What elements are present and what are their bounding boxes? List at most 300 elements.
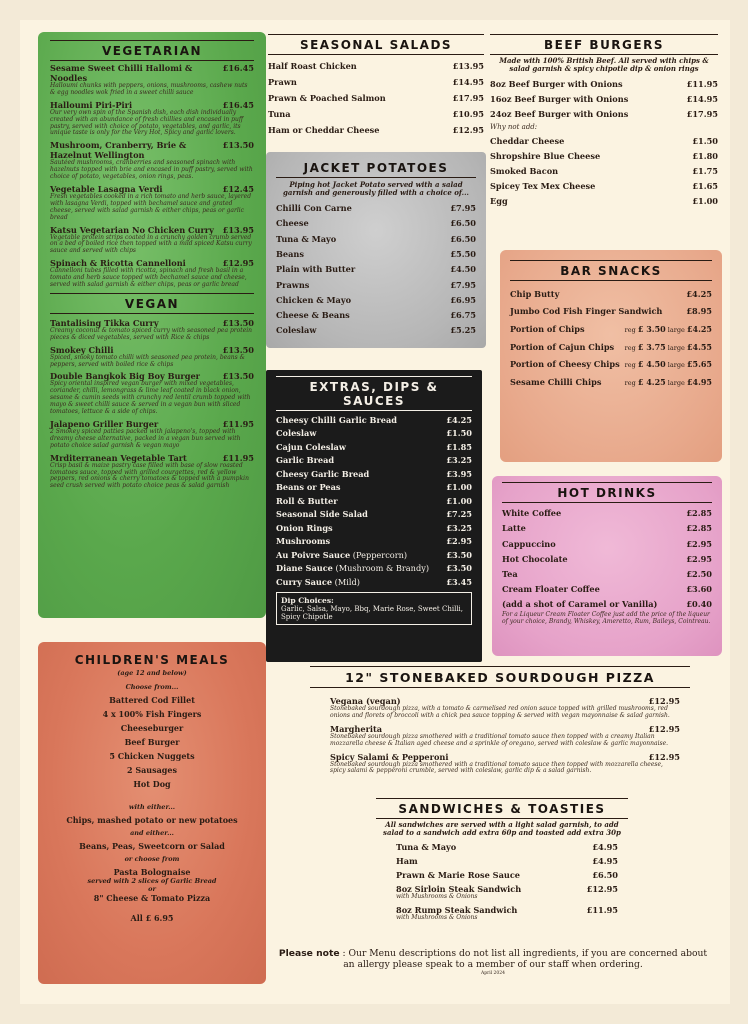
large-price: £4.95	[686, 377, 712, 388]
item-name-sub: (Mild)	[332, 576, 360, 587]
item-name-text: Cheese	[276, 218, 309, 229]
item-name-text: Cajun Coleslaw	[276, 441, 346, 452]
menu-item	[276, 415, 472, 425]
item-name	[276, 496, 338, 506]
item-price: £3.50	[446, 549, 472, 560]
item-description: 2 Smokey spiced patties packed with jalapeno's, topped with dreamy cheese alternative, packed in a vegan bun served with potato choice salad garnish & vegan mayo	[50, 427, 241, 449]
item-description: Stonebaked sourdough pizza smothered with a traditional tomato sauce then topped with mozzarella cheese, spicy salami & pepperoni crumble, served with coleslaw, garlic dip & a salad garnish.	[330, 760, 663, 775]
item-name	[268, 109, 291, 119]
item-name	[502, 539, 556, 549]
snacks-heading: BAR SNACKS	[510, 260, 712, 281]
menu-item	[268, 93, 484, 103]
item-price: £13.95	[222, 224, 254, 235]
item-price: £3.25	[446, 522, 472, 533]
burger-addons-list	[490, 136, 718, 206]
item-price: £17.95	[686, 108, 718, 119]
item-name-text: Beans	[276, 248, 304, 259]
menu-date: April 2024	[480, 971, 506, 976]
item-name-text: Shropshire Blue Cheese	[490, 150, 601, 161]
item-name	[276, 523, 333, 533]
item-name	[276, 577, 360, 587]
menu-item	[276, 280, 476, 290]
menu-item	[490, 166, 718, 176]
and-either: and either...	[130, 829, 174, 837]
item-name-text: Cheesy Garlic Bread	[276, 468, 370, 479]
item-name-text: Chicken & Mayo	[276, 294, 352, 305]
menu-item	[502, 599, 712, 609]
menu-item	[276, 523, 472, 533]
menu-item	[276, 563, 472, 573]
item-description: Stonebaked sourdough pizza smothered with a traditional tomato sauce then topped with a creamy Italian mozzarella cheese & Italian aged cheese and a sprinkle of oregano, served with coleslaw & garlic mayonnaise.	[330, 732, 669, 747]
menu-item	[50, 140, 254, 160]
large-price: £4.55	[686, 341, 712, 352]
item-name-text: Plain with Butter	[276, 264, 356, 275]
pizza-list	[280, 688, 720, 775]
menu-item	[502, 554, 712, 564]
item-name-text: Au Poivre Sauce	[276, 549, 351, 560]
reg-price: £ 3.75	[637, 341, 666, 352]
item-sizes	[625, 359, 712, 369]
item-description: Vegetable protein strips coated in a crunchy golden crumb served on a bed of boiled rice then topped with a mild spiced Katsu curry sauce and served with chips	[50, 233, 252, 255]
item-name-text: Katsu Vegetarian No Chicken Curry	[50, 224, 214, 235]
large-price: £4.25	[686, 324, 712, 335]
item-name-text: Cream Floater Coffee	[502, 584, 600, 595]
menu-item	[490, 136, 718, 146]
item-name	[490, 109, 628, 119]
item-name	[276, 428, 316, 438]
item-name	[396, 870, 520, 880]
item-name	[276, 536, 330, 546]
item-price: £12.95	[648, 696, 680, 706]
item-name-text: 24oz Beef Burger with Onions	[490, 108, 629, 119]
item-name: Portion of Cheesy Chips	[510, 359, 620, 370]
salads-list	[268, 61, 484, 135]
menu-item	[490, 196, 718, 206]
extras-heading: EXTRAS, DIPS & SAUCES	[276, 376, 472, 411]
item-price: £12.95	[452, 125, 484, 135]
item-description: Sautéed mushrooms, cranberries and seasoned spinach with hazelnuts topped with brie and encased in puff pastry, served with choice of potato, vegetables, onion rings, peas.	[50, 159, 253, 181]
item-name-text: (add a shot of Caramel or Vanilla)	[502, 599, 658, 610]
menu-item	[396, 870, 618, 880]
menu-item	[276, 234, 476, 244]
pizza-heading: 12" STONEBAKED SOURDOUGH PIZZA	[310, 666, 690, 688]
jacket-potatoes-panel	[266, 152, 486, 348]
item-name	[510, 289, 559, 299]
item-name-text: Garlic Bread	[276, 455, 335, 465]
item-price: £8.95	[686, 306, 712, 317]
item-name-text: Cheesy Chilli Garlic Bread	[276, 414, 398, 425]
item-price: £1.00	[446, 482, 472, 492]
seasonal-salads-section	[268, 34, 484, 135]
menu-item	[502, 584, 712, 594]
reg-price: £ 4.25	[637, 377, 666, 388]
item-name-text: Egg	[490, 195, 508, 206]
item-name	[490, 151, 600, 161]
childrens-or: or	[148, 885, 156, 893]
menu-item	[276, 496, 472, 506]
snacks-list	[510, 289, 712, 387]
item-price: £6.75	[450, 310, 476, 321]
item-name	[502, 554, 568, 564]
item-name-text: Chilli Con Carne	[276, 203, 352, 214]
dip-title: Dip Choices:	[281, 595, 334, 605]
item-name: Sesame Chilli Chips	[510, 377, 602, 388]
item-name-text: Vegana (vegan)	[330, 696, 401, 706]
menu-item	[276, 428, 472, 438]
item-name-text: Prawn & Marie Rose Sauce	[396, 869, 521, 880]
item-price: £11.95	[222, 452, 254, 463]
menu-item	[276, 469, 472, 479]
item-name	[276, 295, 351, 305]
vegetarian-list	[50, 63, 254, 289]
item-description: with Mushrooms & Onions	[396, 892, 478, 900]
item-name	[396, 842, 456, 852]
menu-item	[268, 125, 484, 135]
menu-item	[396, 842, 618, 852]
item-name	[510, 306, 662, 316]
childrens-item: Cheeseburger	[120, 723, 184, 733]
item-name-text: Ham or Cheddar Cheese	[268, 125, 380, 135]
menu-item	[276, 455, 472, 465]
sandwiches-section	[376, 798, 628, 922]
drinks-list	[502, 508, 712, 609]
childrens-item: Battered Cod Fillet	[109, 695, 195, 705]
menu-item	[276, 577, 472, 587]
item-name-sub: (Mushroom & Brandy)	[332, 563, 430, 573]
item-name	[276, 482, 341, 492]
drinks-note: For a Liqueur Cream Floater Coffee just add the price of the liqueur of your choice, Brandy, Whiskey, Ameretto, Rum, Baileys, Cointreau.	[502, 611, 711, 626]
item-name-text: Tea	[502, 568, 518, 579]
item-name-text: Prawns	[276, 279, 310, 290]
vegan-list	[50, 318, 254, 490]
large-label: large	[667, 361, 685, 370]
menu-item	[276, 482, 472, 492]
item-price: £4.25	[446, 414, 472, 425]
jacket-list	[276, 203, 476, 335]
allergy-notice	[278, 948, 708, 976]
item-name	[490, 94, 628, 104]
item-price: £2.50	[686, 568, 712, 579]
reg-label: reg	[624, 379, 636, 388]
item-name-text: Mrditerranean Vegetable Tart	[50, 452, 187, 463]
menu-page	[20, 20, 730, 1004]
menu-item	[396, 856, 618, 866]
item-name	[276, 203, 352, 213]
item-name-sub: (Peppercorn)	[350, 549, 408, 560]
item-price: £6.50	[450, 233, 476, 244]
item-price: £1.50	[692, 135, 718, 146]
salads-heading: SEASONAL SALADS	[268, 34, 484, 55]
extras-dips-sauces-panel	[266, 370, 482, 662]
menu-item	[502, 523, 712, 533]
or-choose-from: or choose from	[124, 855, 180, 863]
item-name-text: Onion Rings	[276, 522, 333, 533]
item-name	[268, 93, 386, 103]
item-description: Spicy oriental inspired vegan burger with mixed vegetables, coriander, chilli, lemongrass & lime leaf coated in black onion, sesame & cumin seeds with crunchy red lentil crumb topped with mayo & sweet chilli sauce & served in a vegan bun with sliced tomatoes, lettuce & a side of chips.	[50, 380, 251, 416]
item-name	[276, 550, 407, 560]
menu-item	[510, 306, 712, 316]
burgers-heading: BEEF BURGERS	[490, 34, 718, 55]
item-sizes	[625, 377, 712, 387]
item-name	[396, 856, 418, 866]
item-name-text: Coleslaw	[276, 428, 317, 438]
item-name-text: Half Roast Chicken	[268, 61, 357, 71]
item-description: Creamy coconut & tomato spiced curry with seasoned pea protein pieces & diced vegetables, served with Rice & chips	[50, 326, 253, 341]
large-label: large	[667, 379, 685, 388]
item-name-text: Curry Sauce	[276, 576, 333, 587]
item-name-text: Tuna	[268, 109, 291, 119]
extras-list	[276, 415, 472, 587]
item-price: £1.65	[692, 180, 718, 191]
reg-price: £ 4.50	[637, 359, 666, 370]
item-price: £2.95	[686, 553, 712, 564]
childrens-item: 2 Sausages	[126, 765, 177, 775]
sandwiches-heading: SANDWICHES & TOASTIES	[376, 798, 628, 819]
item-price: £2.95	[446, 536, 472, 546]
item-name-text: Margherita	[330, 723, 383, 734]
item-price: £7.25	[446, 509, 472, 519]
item-name	[276, 563, 429, 573]
item-name	[50, 140, 223, 160]
item-price: £2.95	[686, 538, 712, 549]
reg-label: reg	[624, 326, 636, 335]
item-price: £2.85	[686, 508, 712, 519]
item-name	[502, 569, 518, 579]
menu-item	[276, 264, 476, 274]
reg-label: reg	[624, 343, 636, 352]
item-price: £14.95	[686, 93, 718, 104]
allergy-lead: Please note	[278, 948, 340, 959]
item-sizes	[625, 324, 712, 334]
item-name-text: Chip Butty	[510, 288, 560, 299]
item-price: £12.95	[648, 723, 680, 734]
item-name-text: Smoked Bacon	[490, 165, 559, 176]
menu-item	[276, 550, 472, 560]
childrens-age: (age 12 and below)	[117, 669, 187, 677]
menu-item	[490, 79, 718, 89]
item-price: £14.95	[452, 77, 484, 87]
item-name-text: Coleslaw	[276, 325, 317, 336]
item-name-text: Latte	[502, 523, 526, 534]
item-sizes	[625, 342, 712, 352]
item-name-text: 16oz Beef Burger with Onions	[490, 93, 629, 104]
childrens-item: 4 x 100% Fish Fingers	[102, 709, 202, 719]
item-name-text: Spicey Tex Mex Cheese	[490, 180, 596, 191]
menu-item	[268, 77, 484, 87]
item-price: £1.00	[692, 195, 718, 206]
item-price: £5.25	[450, 325, 476, 336]
item-price: £4.95	[592, 855, 618, 866]
childrens-meals-panel	[38, 642, 266, 984]
item-name	[490, 196, 508, 206]
item-price: £3.25	[446, 455, 472, 465]
childrens-sides-2: Beans, Peas, Sweetcorn or Salad	[79, 841, 225, 851]
item-name	[490, 136, 564, 146]
item-name	[276, 442, 346, 452]
item-name: Portion of Cajun Chips	[510, 341, 615, 352]
menu-item	[502, 569, 712, 579]
menu-item	[276, 203, 476, 213]
item-price: £4.50	[450, 264, 476, 275]
item-price: £13.50	[222, 317, 254, 328]
item-name-text: 8oz Beef Burger with Onions	[490, 78, 623, 89]
menu-item	[510, 324, 712, 334]
dip-list: Garlic, Salsa, Mayo, Bbq, Marie Rose, Sweet Chilli, Spicy Chipotle	[281, 604, 464, 621]
large-label: large	[667, 343, 685, 352]
item-name-text: 8oz Rump Steak Sandwich	[396, 904, 518, 915]
menu-item	[276, 509, 472, 519]
item-price: £3.60	[686, 584, 712, 595]
item-name	[268, 125, 379, 135]
item-price: £6.50	[450, 218, 476, 229]
childrens-sides-1: Chips, mashed potato or new potatoes	[66, 815, 238, 825]
burgers-add-label: Why not add:	[490, 122, 538, 131]
item-name-text: Prawn & Poached Salmon	[268, 93, 386, 103]
item-price: £3.50	[446, 563, 472, 573]
menu-item	[490, 181, 718, 191]
menu-item	[490, 151, 718, 161]
childrens-pizza: 8" Cheese & Tomato Pizza	[93, 893, 211, 903]
item-price: £13.50	[222, 140, 254, 151]
menu-item	[268, 109, 484, 119]
large-price: £5.65	[686, 359, 712, 370]
item-price: £6.95	[450, 294, 476, 305]
childrens-item: Hot Dog	[133, 779, 171, 789]
item-description: with Mushrooms & Onions	[396, 913, 478, 921]
item-name-text: Jumbo Cod Fish Finger Sandwich	[510, 306, 663, 317]
item-price: £12.95	[222, 258, 254, 269]
sandwiches-list	[376, 842, 628, 922]
childrens-item: 5 Chicken Nuggets	[109, 751, 195, 761]
item-name-text: Diane Sauce	[276, 563, 333, 573]
item-price: £12.45	[222, 184, 254, 195]
item-name-text: Mushroom, Cranberry, Brie & Hazelnut Wellington	[50, 140, 187, 161]
item-name	[490, 79, 623, 89]
menu-item	[50, 63, 254, 83]
childrens-list	[50, 695, 254, 789]
item-name	[276, 264, 355, 274]
item-price: £5.50	[450, 248, 476, 259]
item-name	[276, 310, 350, 320]
item-price: £13.50	[222, 344, 254, 355]
item-name-text: Seasonal Side Salad	[276, 509, 368, 519]
item-price: £11.95	[686, 78, 718, 89]
item-name-text: Roll & Butter	[276, 495, 338, 506]
item-name	[276, 280, 309, 290]
item-name-text: Spinach & Ricotta Cannelloni	[50, 258, 186, 269]
item-name	[276, 509, 368, 519]
item-name	[276, 234, 336, 244]
item-name	[502, 584, 600, 594]
menu-item	[276, 536, 472, 546]
childrens-item: Beef Burger	[124, 737, 180, 747]
hot-drinks-panel	[492, 476, 722, 656]
vegetarian-heading: VEGETARIAN	[50, 40, 254, 61]
item-name	[502, 508, 561, 518]
item-name-text: Smokey Chilli	[50, 344, 114, 355]
item-price: £16.45	[222, 63, 254, 73]
item-name	[268, 77, 297, 87]
item-name-text: Hot Chocolate	[502, 553, 568, 564]
item-price: £4.25	[686, 288, 712, 299]
item-name	[276, 249, 304, 259]
menu-item	[510, 289, 712, 299]
item-description: Cannelloni tubes filled with ricotta, spinach and fresh basil in a tomato and herb sauce topped with bechamel sauce and cheese, served with salad garnish & either chips, peas or garlic bread	[50, 267, 247, 289]
menu-item	[276, 442, 472, 452]
pizza-section	[280, 666, 720, 778]
jacket-heading: JACKET POTATOES	[303, 161, 449, 175]
item-name	[276, 469, 369, 479]
item-name-text: 8oz Sirloin Steak Sandwich	[396, 883, 522, 894]
burgers-intro: Made with 100% British Beef. All served with chips & salad garnish & spicy chipotle dip & onion rings	[499, 56, 709, 74]
item-price: £1.00	[446, 495, 472, 506]
beef-burgers-section	[490, 34, 718, 206]
item-name	[276, 325, 316, 335]
item-name-text: White Coffee	[502, 508, 562, 519]
menu-item	[276, 249, 476, 259]
item-price: £1.80	[692, 150, 718, 161]
bar-snacks-panel	[500, 250, 722, 462]
item-name-text: Ham	[396, 855, 418, 866]
item-name-text: Prawn	[268, 77, 297, 87]
item-description: Halloumi chunks with peppers, onions, mushrooms, cashew nuts & egg noodles wok fried in a sweet chilli sauce	[50, 82, 248, 96]
item-description: Our very own spin of the Spanish dish, each dish individually created with an abundance of fresh chillies and encased in puff pastry, served with choice of potato, vegetables, and garlic, its unique taste is only for the Very Hot, Spicy and garlic lovers.	[50, 108, 244, 137]
item-price: £1.50	[446, 428, 472, 438]
menu-item	[502, 508, 712, 518]
item-name	[268, 61, 357, 71]
menu-item	[490, 109, 718, 119]
sandwiches-intro: All sandwiches are served with a light salad garnish, to add salad to a sandwich add extra 60p and toasted add extra 30p	[383, 820, 621, 838]
item-price: £1.85	[446, 441, 472, 452]
choose-from: Choose from...	[125, 683, 179, 691]
item-name	[276, 218, 309, 228]
item-price: £13.95	[452, 61, 484, 71]
item-name	[502, 599, 657, 609]
item-price: £0.40	[686, 599, 712, 610]
item-name-text: Halloumi Piri-Piri	[50, 99, 133, 110]
item-name-text: Tantalising Tikka Curry	[50, 317, 159, 328]
menu-item	[510, 359, 712, 369]
item-name	[490, 181, 595, 191]
item-price: £11.95	[586, 904, 618, 915]
large-label: large	[667, 326, 685, 335]
item-name-text: Jalapeno Griller Burger	[50, 418, 159, 429]
reg-label: reg	[624, 361, 636, 370]
drinks-heading: HOT DRINKS	[502, 482, 712, 503]
item-description: Fresh vegetables cooked in a rich tomato and herb sauce, layered with lasagna Verdi, topped with bechamel sauce and grated cheese, served with salad garnish & either chips, peas or garlic bread	[50, 193, 252, 221]
jacket-intro: Piping hot Jacket Potato served with a salad garnish and generously filled with a choice of...	[276, 177, 476, 198]
item-name-text: Cheese & Beans	[276, 310, 350, 321]
vegetarian-panel	[38, 32, 266, 618]
item-name	[502, 523, 526, 533]
item-price: £7.95	[450, 203, 476, 214]
menu-item	[268, 61, 484, 71]
menu-item	[276, 295, 476, 305]
item-name-text: Beans or Peas	[276, 482, 341, 492]
item-price: £11.95	[222, 418, 254, 429]
item-name-text: Cheddar Cheese	[490, 135, 565, 146]
menu-item	[490, 94, 718, 104]
item-name-text: Double Bangkok Big Boy Burger	[50, 371, 200, 382]
item-price: £16.45	[222, 99, 254, 110]
item-name-text: Tuna & Mayo	[396, 841, 457, 852]
item-price: £13.50	[222, 371, 254, 382]
menu-item	[276, 310, 476, 320]
childrens-pasta-desc: served with 2 slices of Garlic Bread	[87, 877, 217, 885]
allergy-text	[278, 948, 708, 970]
vegan-heading: VEGAN	[50, 293, 254, 314]
item-name-text: Vegetable Lasagna Verdi	[50, 184, 163, 195]
